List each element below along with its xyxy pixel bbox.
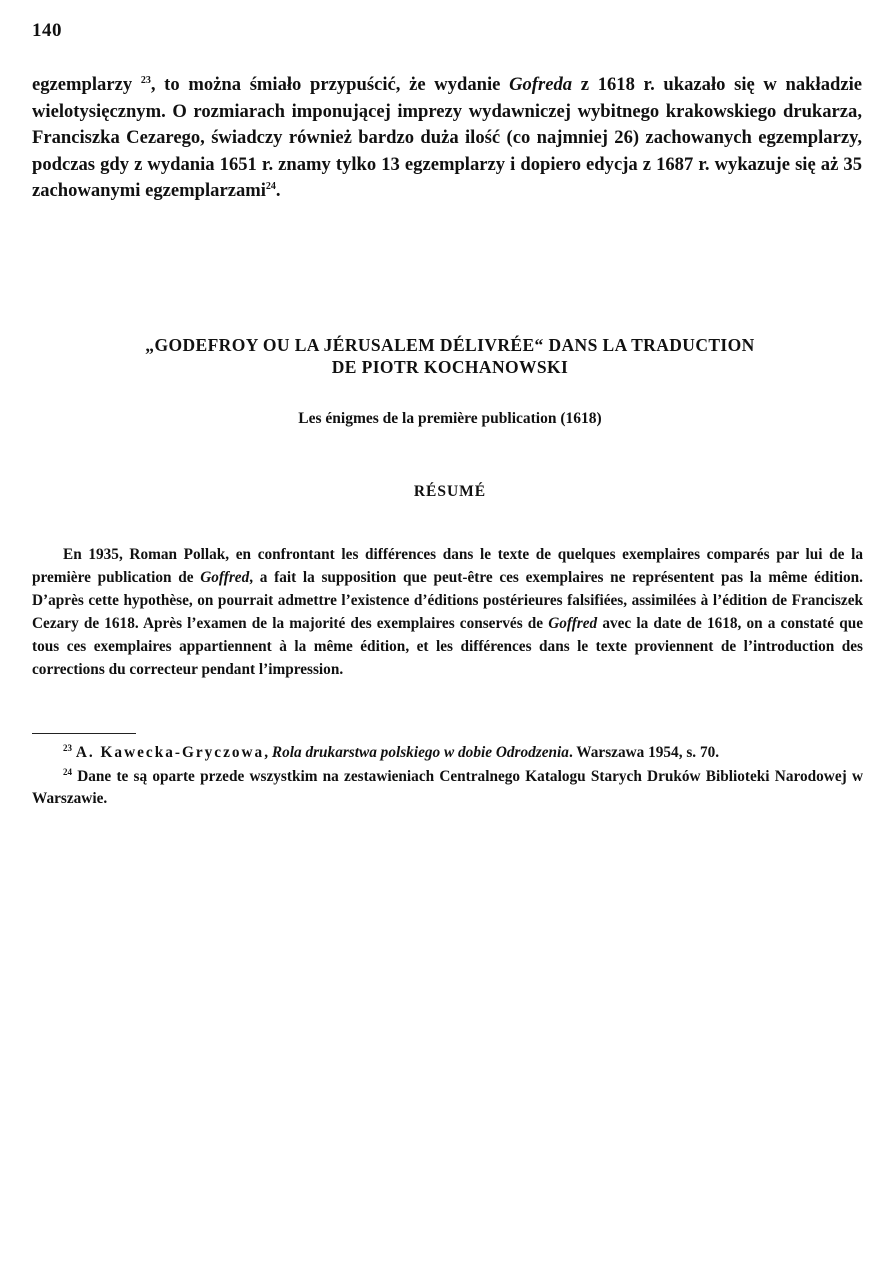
footnote-number: 24 bbox=[63, 767, 72, 777]
article-title bbox=[40, 334, 860, 378]
body-italic-title: Gofreda bbox=[509, 74, 573, 95]
article-subtitle: Les énigmes de la première publication (1618) bbox=[298, 410, 602, 427]
footnote-ref-23: 23 bbox=[140, 75, 151, 86]
footnote-ref-24: 24 bbox=[265, 181, 276, 193]
resume-text-2: , a fait la supposition que peut-être ces exemplaires ne représentent pas la même édition. D’après cette hypothèse, on pourrait admettre l’existence d’éditions postérieures falsifiées, assimilées à l’édition de Franciszek Cezary de 1618. Après l’examen de la majorité des exemplaires conservés de bbox=[32, 568, 863, 632]
body-text-1: egzemplarzy bbox=[32, 74, 141, 95]
footnote-publication: . Warszawa 1954, s. 70. bbox=[568, 744, 720, 761]
page-number: 140 bbox=[32, 20, 62, 41]
resume-italic-1: Goffred bbox=[200, 568, 250, 586]
title-line-1: „GODEFROY OU LA JÉRUSALEM DÉLIVRÉE“ DANS LA TRADUCTION bbox=[145, 335, 755, 355]
footnote-number: 23 bbox=[63, 743, 72, 753]
body-text-4: . bbox=[275, 180, 281, 202]
resume-italic-2: Goffred bbox=[548, 614, 598, 632]
footnotes bbox=[32, 742, 863, 812]
footnote-23 bbox=[32, 742, 863, 764]
resume-text-1: En 1935, Roman Pollak, en confrontant les différences dans le texte de quelques exemplaires comparés par lui de la première publication de bbox=[32, 546, 863, 586]
footnote-divider bbox=[32, 733, 136, 734]
footnote-book-title: Rola drukarstwa polskiego w dobie Odrodzenia bbox=[271, 744, 569, 761]
title-line-2: DE PIOTR KOCHANOWSKI bbox=[331, 357, 569, 377]
footnote-separator: , bbox=[264, 744, 272, 761]
footnote-author: A. Kawecka-Gryczowa bbox=[75, 744, 265, 761]
body-paragraph bbox=[32, 72, 862, 205]
footnote-24 bbox=[32, 766, 863, 810]
resume-heading: RÉSUMÉ bbox=[413, 483, 487, 500]
resume-text-3: avec la date de 1618, on a constaté que tous ces exemplaires appartiennent à la même édition, et les différences dans le texte proviennent de l’introduction des corrections du correcteur pendant l’impression. bbox=[32, 614, 863, 678]
footnote-text: Dane te są oparte przede wszystkim na zestawieniach Centralnego Katalogu Starych Druków Biblioteki Narodowej w Warszawie. bbox=[32, 768, 863, 807]
resume-paragraph bbox=[32, 544, 863, 681]
body-text-3: z 1618 r. ukazało się w nakładzie wielotysięcznym. O rozmiarach imponującej imprezy wydawniczej wybitnego krakowskiego drukarza, Franciszka Cezarego, świadczy również bardzo duża ilość (co najmniej 26) zachowanych egzemplarzy, podczas gdy z wydania 1651 r. znamy tylko 13 egzemplarzy i dopiero edycja z 1687 r. wykazuje się aż 35 zachowanymi egzemplarzami bbox=[32, 74, 862, 202]
body-text-2: , to można śmiało przypuścić, że wydanie bbox=[150, 74, 510, 95]
